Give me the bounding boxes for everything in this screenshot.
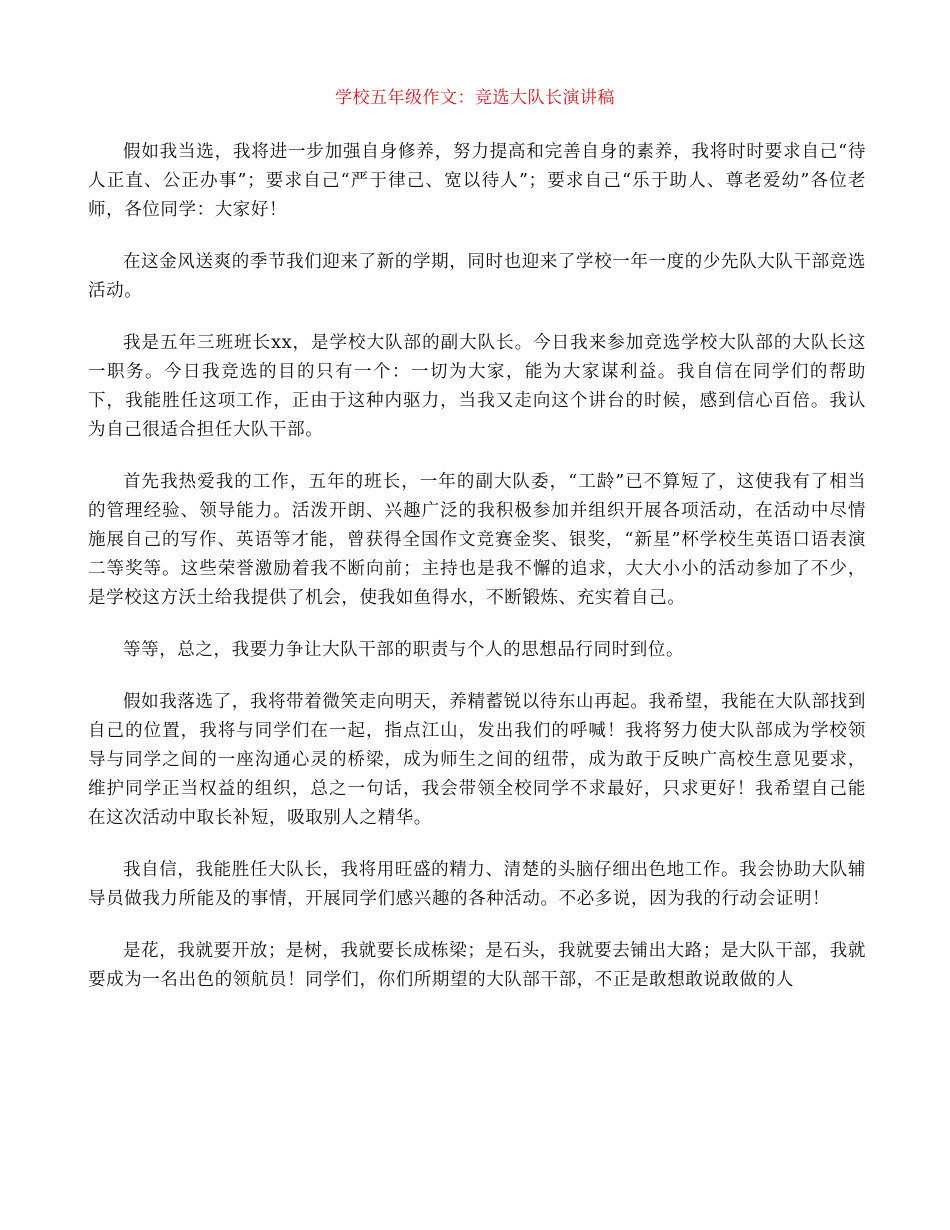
paragraph-7: 我自信，我能胜任大队长，我将用旺盛的精力、清楚的头脑仔细出色地工作。我会协助大队辅导员做我力所能及的事情，开展同学们感兴趣的各种活动。不必多说，因为我的行动会证明！	[88, 860, 866, 909]
paragraph-2: 在这金风送爽的季节我们迎来了新的学期，同时也迎来了学校一年一度的少先队大队干部竞选活动。	[88, 252, 866, 301]
paragraph-5: 等等，总之，我要力争让大队干部的职责与个人的思想品行同时到位。	[123, 640, 685, 660]
paragraph-6: 假如我落选了，我将带着微笑走向明天，养精蓄锐以待东山再起。我希望，我能在大队部找到自己的位置，我将与同学们在一起，指点江山，发出我们的呼喊！我将努力使大队部成为学校领导与同学之间的一座沟通心灵的桥梁，成为师生之间的纽带，成为敢于反映广高校生意见要求，维护同学正当权益的组织，总之一句话，我会带领全校同学不求最好，只求更好！我希望自己能在这次活动中取长补短，吸取别人之精华。	[88, 692, 866, 828]
document-title: 学校五年级作文：竞选大队长演讲稿	[335, 88, 615, 108]
paragraph-4: 首先我热爱我的工作，五年的班长，一年的副大队委，“工龄”已不算短了，这使我有了相当的管理经验、领导能力。活泼开朗、兴趣广泛的我积极参加并组织开展各项活动，在活动中尽情施展自己的写作、英语等才能，曾获得全国作文竞赛金奖、银奖，“新星”杯学校生英语口语表演二等奖等。这些荣誉激励着我不断向前；主持也是我不懈的追求，大大小小的活动参加了不少，是学校这方沃土给我提供了机会，使我如鱼得水，不断锻炼、充实着自己。	[88, 472, 866, 608]
paragraph-3: 我是五年三班班长xx，是学校大队部的副大队长。今日我来参加竞选学校大队部的大队长这一职务。今日我竞选的目的只有一个：一切为大家，能为大家谋利益。我自信在同学们的帮助下，我能胜任这项工作，正由于这种内驱力，当我又走向这个讲台的时候，感到信心百倍。我认为自己很适合担任大队干部。	[88, 333, 866, 440]
document-body	[88, 138, 866, 1018]
paragraph-1: 假如我当选，我将进一步加强自身修养，努力提高和完善自身的素养，我将时时要求自己“待人正直、公正办事”；要求自己“严于律己、宽以待人”；要求自己“乐于助人、尊老爱幼”各位老师，各位同学：大家好！	[88, 142, 866, 220]
paragraph-8: 是花，我就要开放；是树，我就要长成栋梁；是石头，我就要去铺出大路；是大队干部，我就要成为一名出色的领航员！同学们，你们所期望的大队部干部，不正是敢想敢说敢做的人	[88, 941, 866, 990]
